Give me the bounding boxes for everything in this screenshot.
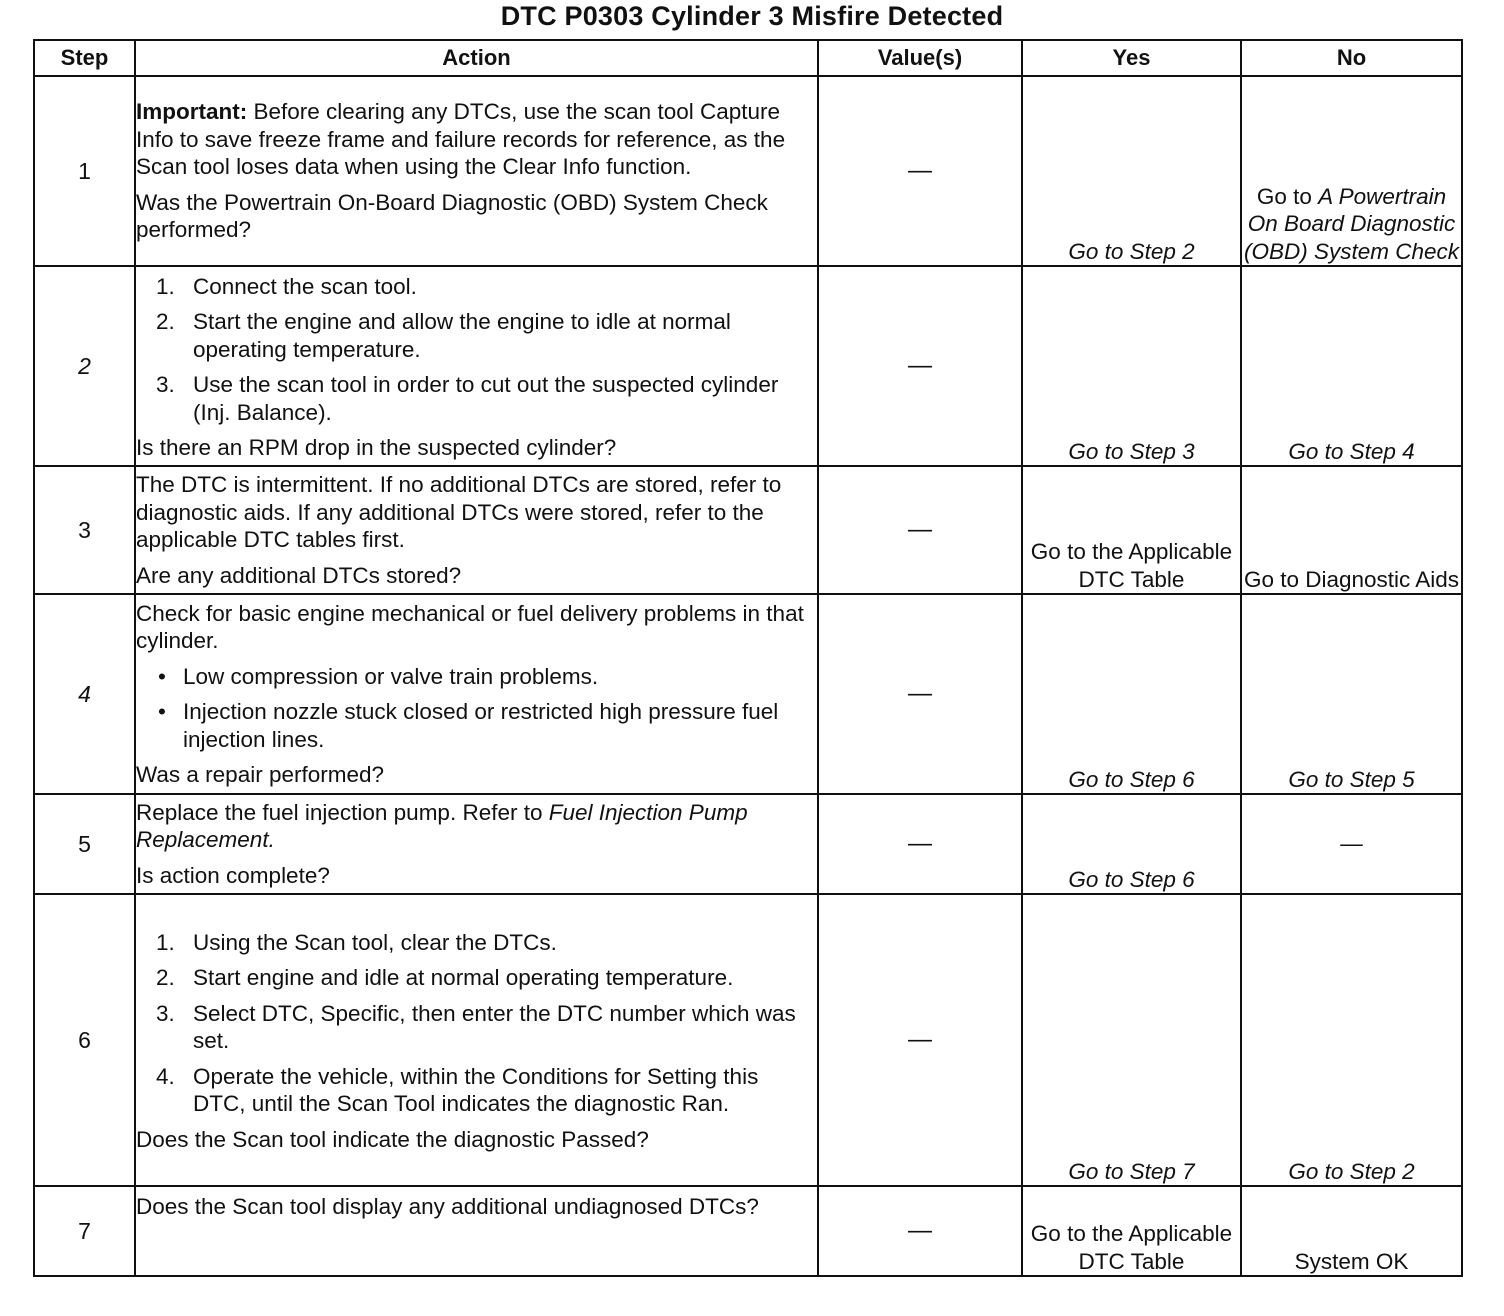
list-text: Operate the vehicle, within the Conditions for Setting this DTC, until the Scan Tool indicates the diagnostic Ran. bbox=[193, 1063, 759, 1117]
no-link[interactable]: Go to Step 2 bbox=[1241, 894, 1462, 1186]
yes-link[interactable]: Go to Step 6 bbox=[1022, 794, 1241, 894]
no-link[interactable]: Go to Diagnostic Aids bbox=[1241, 466, 1462, 594]
step-number: 5 bbox=[34, 794, 135, 894]
table-row bbox=[34, 794, 1462, 894]
action-text bbox=[136, 799, 817, 854]
action-cell bbox=[135, 1186, 818, 1276]
diagnostic-table bbox=[33, 39, 1463, 1277]
value-cell: — bbox=[818, 76, 1022, 266]
list-number: 1. bbox=[156, 273, 175, 299]
value-cell: — bbox=[818, 594, 1022, 794]
yes-link[interactable]: Go to the Applicable DTC Table bbox=[1022, 466, 1241, 594]
action-cell bbox=[135, 794, 818, 894]
value-cell: — bbox=[818, 466, 1022, 594]
list-item bbox=[136, 1063, 817, 1118]
yes-link[interactable]: Go to Step 3 bbox=[1022, 266, 1241, 466]
list-item bbox=[136, 371, 817, 426]
action-question: Does the Scan tool display any additional undiagnosed DTCs? bbox=[136, 1194, 759, 1219]
bullet-text: Low compression or valve train problems. bbox=[183, 663, 599, 689]
list-number: 3. bbox=[156, 372, 175, 397]
header-no: No bbox=[1241, 40, 1462, 76]
bullet-icon: • bbox=[158, 699, 166, 724]
table-row bbox=[34, 594, 1462, 794]
procedure-link[interactable]: Fuel Injection Pump Replacement. bbox=[136, 799, 748, 853]
action-cell bbox=[135, 76, 818, 266]
action-text: The DTC is intermittent. If no additional DTCs are stored, refer to diagnostic aids. If any additional DTCs were stored, refer to the applicable DTC tables first. bbox=[136, 472, 782, 552]
list-number: 2. bbox=[156, 965, 175, 991]
action-text bbox=[136, 98, 817, 181]
bullet-item bbox=[136, 663, 817, 691]
list-item bbox=[136, 1000, 817, 1055]
bullet-text: Injection nozzle stuck closed or restricted high pressure fuel injection lines. bbox=[183, 699, 779, 752]
list-number: 1. bbox=[156, 929, 175, 955]
no-link[interactable]: Go to Step 5 bbox=[1241, 594, 1462, 794]
header-row bbox=[34, 40, 1462, 76]
action-question: Was the Powertrain On-Board Diagnostic (OBD) System Check performed? bbox=[136, 189, 768, 243]
table-row bbox=[34, 894, 1462, 1186]
list-item bbox=[136, 273, 817, 301]
action-text-plain: Replace the fuel injection pump. Refer to bbox=[136, 799, 549, 825]
action-question: Is action complete? bbox=[136, 862, 330, 888]
yes-link[interactable]: Go to the Applicable DTC Table bbox=[1022, 1186, 1241, 1276]
list-number: 4. bbox=[156, 1063, 175, 1089]
list-item bbox=[136, 308, 817, 363]
yes-link[interactable]: Go to Step 2 bbox=[1022, 76, 1241, 266]
list-item bbox=[136, 964, 817, 992]
list-number: 2. bbox=[156, 309, 175, 334]
header-yes: Yes bbox=[1022, 40, 1241, 76]
list-number: 3. bbox=[156, 1000, 175, 1026]
step-number: 6 bbox=[34, 894, 135, 1186]
action-text: Check for basic engine mechanical or fuel delivery problems in that cylinder. bbox=[136, 600, 804, 653]
action-question: Are any additional DTCs stored? bbox=[136, 562, 462, 588]
action-cell bbox=[135, 466, 818, 594]
step-number: 3 bbox=[34, 466, 135, 594]
action-question: Was a repair performed? bbox=[136, 762, 385, 787]
bullet-icon: • bbox=[158, 663, 166, 689]
step-number: 4 bbox=[34, 594, 135, 794]
bullet-item bbox=[136, 698, 817, 753]
list-text: Connect the scan tool. bbox=[193, 273, 417, 299]
value-cell: — bbox=[818, 794, 1022, 894]
step-number: 1 bbox=[34, 76, 135, 266]
table-row bbox=[34, 466, 1462, 594]
action-question: Does the Scan tool indicate the diagnostic Passed? bbox=[136, 1126, 649, 1152]
header-action: Action bbox=[135, 40, 818, 76]
table-row bbox=[34, 1186, 1462, 1276]
list-text: Start the engine and allow the engine to idle at normal operating temperature. bbox=[193, 309, 731, 362]
no-cell bbox=[1241, 76, 1462, 266]
no-prefix: Go to bbox=[1256, 183, 1319, 209]
no-cell: — bbox=[1241, 794, 1462, 894]
step-number: 7 bbox=[34, 1186, 135, 1276]
step-number: 2 bbox=[34, 266, 135, 466]
action-cell bbox=[135, 266, 818, 466]
list-text: Using the Scan tool, clear the DTCs. bbox=[193, 929, 557, 955]
table-row bbox=[34, 266, 1462, 466]
list-item bbox=[136, 929, 817, 957]
value-cell: — bbox=[818, 266, 1022, 466]
no-link[interactable]: A Powertrain On Board Diagnostic (OBD) System Check bbox=[1243, 183, 1460, 264]
important-text: Before clearing any DTCs, use the scan tool Capture Info to save freeze frame and failure records for reference, as the Scan tool loses data when using the Clear Info function. bbox=[136, 99, 786, 180]
action-cell bbox=[135, 594, 818, 794]
yes-link[interactable]: Go to Step 7 bbox=[1022, 894, 1241, 1186]
list-text: Select DTC, Specific, then enter the DTC number which was set. bbox=[193, 1000, 796, 1054]
value-cell: — bbox=[818, 894, 1022, 1186]
table-row bbox=[34, 76, 1462, 266]
page-title: DTC P0303 Cylinder 3 Misfire Detected bbox=[500, 1, 1004, 31]
header-values: Value(s) bbox=[818, 40, 1022, 76]
list-text: Start engine and idle at normal operating temperature. bbox=[193, 965, 734, 991]
no-link[interactable]: Go to Step 4 bbox=[1241, 266, 1462, 466]
action-cell bbox=[135, 894, 818, 1186]
list-text: Use the scan tool in order to cut out the suspected cylinder (Inj. Balance). bbox=[193, 372, 779, 425]
value-cell: — bbox=[818, 1186, 1022, 1276]
important-label: Important: bbox=[136, 99, 248, 125]
yes-link[interactable]: Go to Step 6 bbox=[1022, 594, 1241, 794]
header-step: Step bbox=[34, 40, 135, 76]
no-cell: System OK bbox=[1241, 1186, 1462, 1276]
action-question: Is there an RPM drop in the suspected cylinder? bbox=[136, 435, 617, 460]
